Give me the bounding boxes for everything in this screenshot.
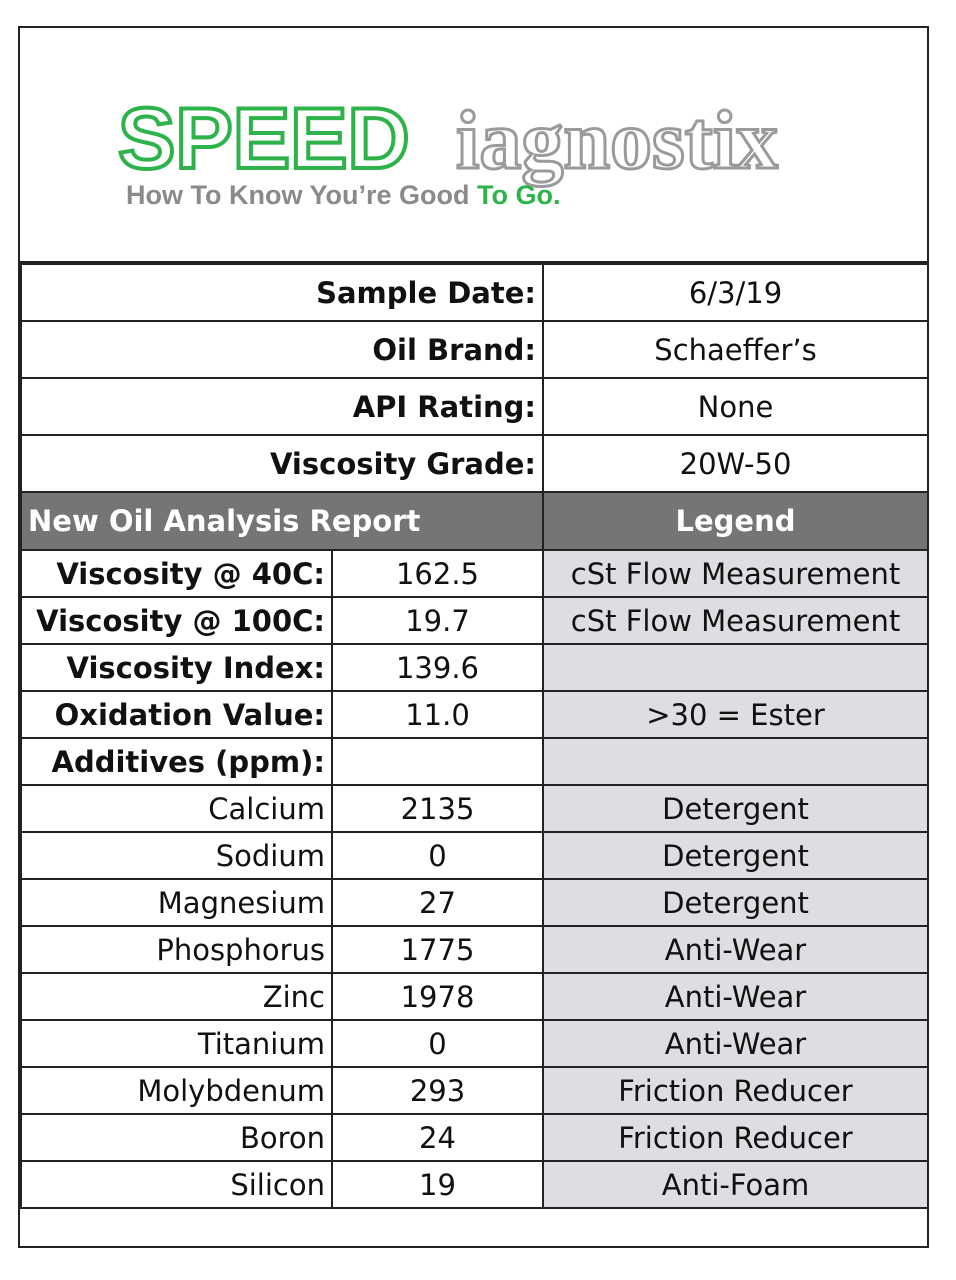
- table-row: [21, 550, 928, 597]
- logo-tagline-gray: How To Know You’re Good: [126, 180, 470, 210]
- table-row: [21, 644, 928, 691]
- row-label: Viscosity @ 40C:: [21, 550, 332, 597]
- row-legend: Anti-Wear: [543, 1020, 928, 1067]
- row-label: Sodium: [21, 832, 332, 879]
- table-row: [21, 597, 928, 644]
- logo-speed-text: SPEED: [118, 91, 410, 187]
- row-value: 0: [332, 1020, 543, 1067]
- row-label: Viscosity Index:: [21, 644, 332, 691]
- row-label: Calcium: [21, 785, 332, 832]
- row-value: 19: [332, 1161, 543, 1208]
- table-row: [21, 1114, 928, 1161]
- table-row: [21, 1020, 928, 1067]
- row-value: 162.5: [332, 550, 543, 597]
- row-legend: Friction Reducer: [543, 1114, 928, 1161]
- row-legend: cSt Flow Measurement: [543, 550, 928, 597]
- row-legend: Detergent: [543, 879, 928, 926]
- table-row: [21, 879, 928, 926]
- report-table: [20, 263, 929, 1209]
- row-value: 27: [332, 879, 543, 926]
- row-legend: Friction Reducer: [543, 1067, 928, 1114]
- logo-tagline: [126, 180, 560, 210]
- row-value: 2135: [332, 785, 543, 832]
- row-legend: [543, 738, 928, 785]
- row-legend: Anti-Foam: [543, 1161, 928, 1208]
- row-value: 11.0: [332, 691, 543, 738]
- table-row: [21, 1161, 928, 1208]
- report-title: New Oil Analysis Report: [21, 492, 543, 550]
- row-legend: cSt Flow Measurement: [543, 597, 928, 644]
- table-row: [21, 738, 928, 785]
- sample-info-label: Sample Date:: [21, 264, 543, 321]
- row-label: Additives (ppm):: [21, 738, 332, 785]
- table-row: [21, 1067, 928, 1114]
- row-label: Phosphorus: [21, 926, 332, 973]
- row-label: Viscosity @ 100C:: [21, 597, 332, 644]
- row-legend: Anti-Wear: [543, 926, 928, 973]
- table-row: [21, 973, 928, 1020]
- sample-info-value: 20W-50: [543, 435, 928, 492]
- table-row: [21, 785, 928, 832]
- row-label: Boron: [21, 1114, 332, 1161]
- row-label: Silicon: [21, 1161, 332, 1208]
- row-label: Molybdenum: [21, 1067, 332, 1114]
- row-legend: >30 = Ester: [543, 691, 928, 738]
- sample-info-row: [21, 435, 928, 492]
- row-value: 19.7: [332, 597, 543, 644]
- sample-info-row: [21, 264, 928, 321]
- report-sheet: [18, 26, 929, 1248]
- speediagnostix-logo: [104, 88, 884, 238]
- sample-info-label: Viscosity Grade:: [21, 435, 543, 492]
- legend-header: Legend: [543, 492, 928, 550]
- row-legend: Anti-Wear: [543, 973, 928, 1020]
- row-label: Titanium: [21, 1020, 332, 1067]
- logo-iagnostix-text: iagnostix: [456, 94, 779, 187]
- row-legend: Detergent: [543, 785, 928, 832]
- row-value: 1775: [332, 926, 543, 973]
- report-header-row: [21, 492, 928, 550]
- row-legend: [543, 644, 928, 691]
- row-label: Zinc: [21, 973, 332, 1020]
- row-value: 139.6: [332, 644, 543, 691]
- table-row: [21, 691, 928, 738]
- row-value: 0: [332, 832, 543, 879]
- sample-info-value: None: [543, 378, 928, 435]
- row-label: Magnesium: [21, 879, 332, 926]
- sample-info-row: [21, 378, 928, 435]
- sample-info-value: Schaeffer’s: [543, 321, 928, 378]
- row-value: 1978: [332, 973, 543, 1020]
- table-row: [21, 926, 928, 973]
- logo-area: [20, 28, 927, 263]
- row-value: [332, 738, 543, 785]
- row-value: 24: [332, 1114, 543, 1161]
- sample-info-label: Oil Brand:: [21, 321, 543, 378]
- row-legend: Detergent: [543, 832, 928, 879]
- table-row: [21, 832, 928, 879]
- sample-info-label: API Rating:: [21, 378, 543, 435]
- row-label: Oxidation Value:: [21, 691, 332, 738]
- logo-tagline-green: To Go.: [477, 180, 561, 210]
- sample-info-row: [21, 321, 928, 378]
- sample-info-value: 6/3/19: [543, 264, 928, 321]
- row-value: 293: [332, 1067, 543, 1114]
